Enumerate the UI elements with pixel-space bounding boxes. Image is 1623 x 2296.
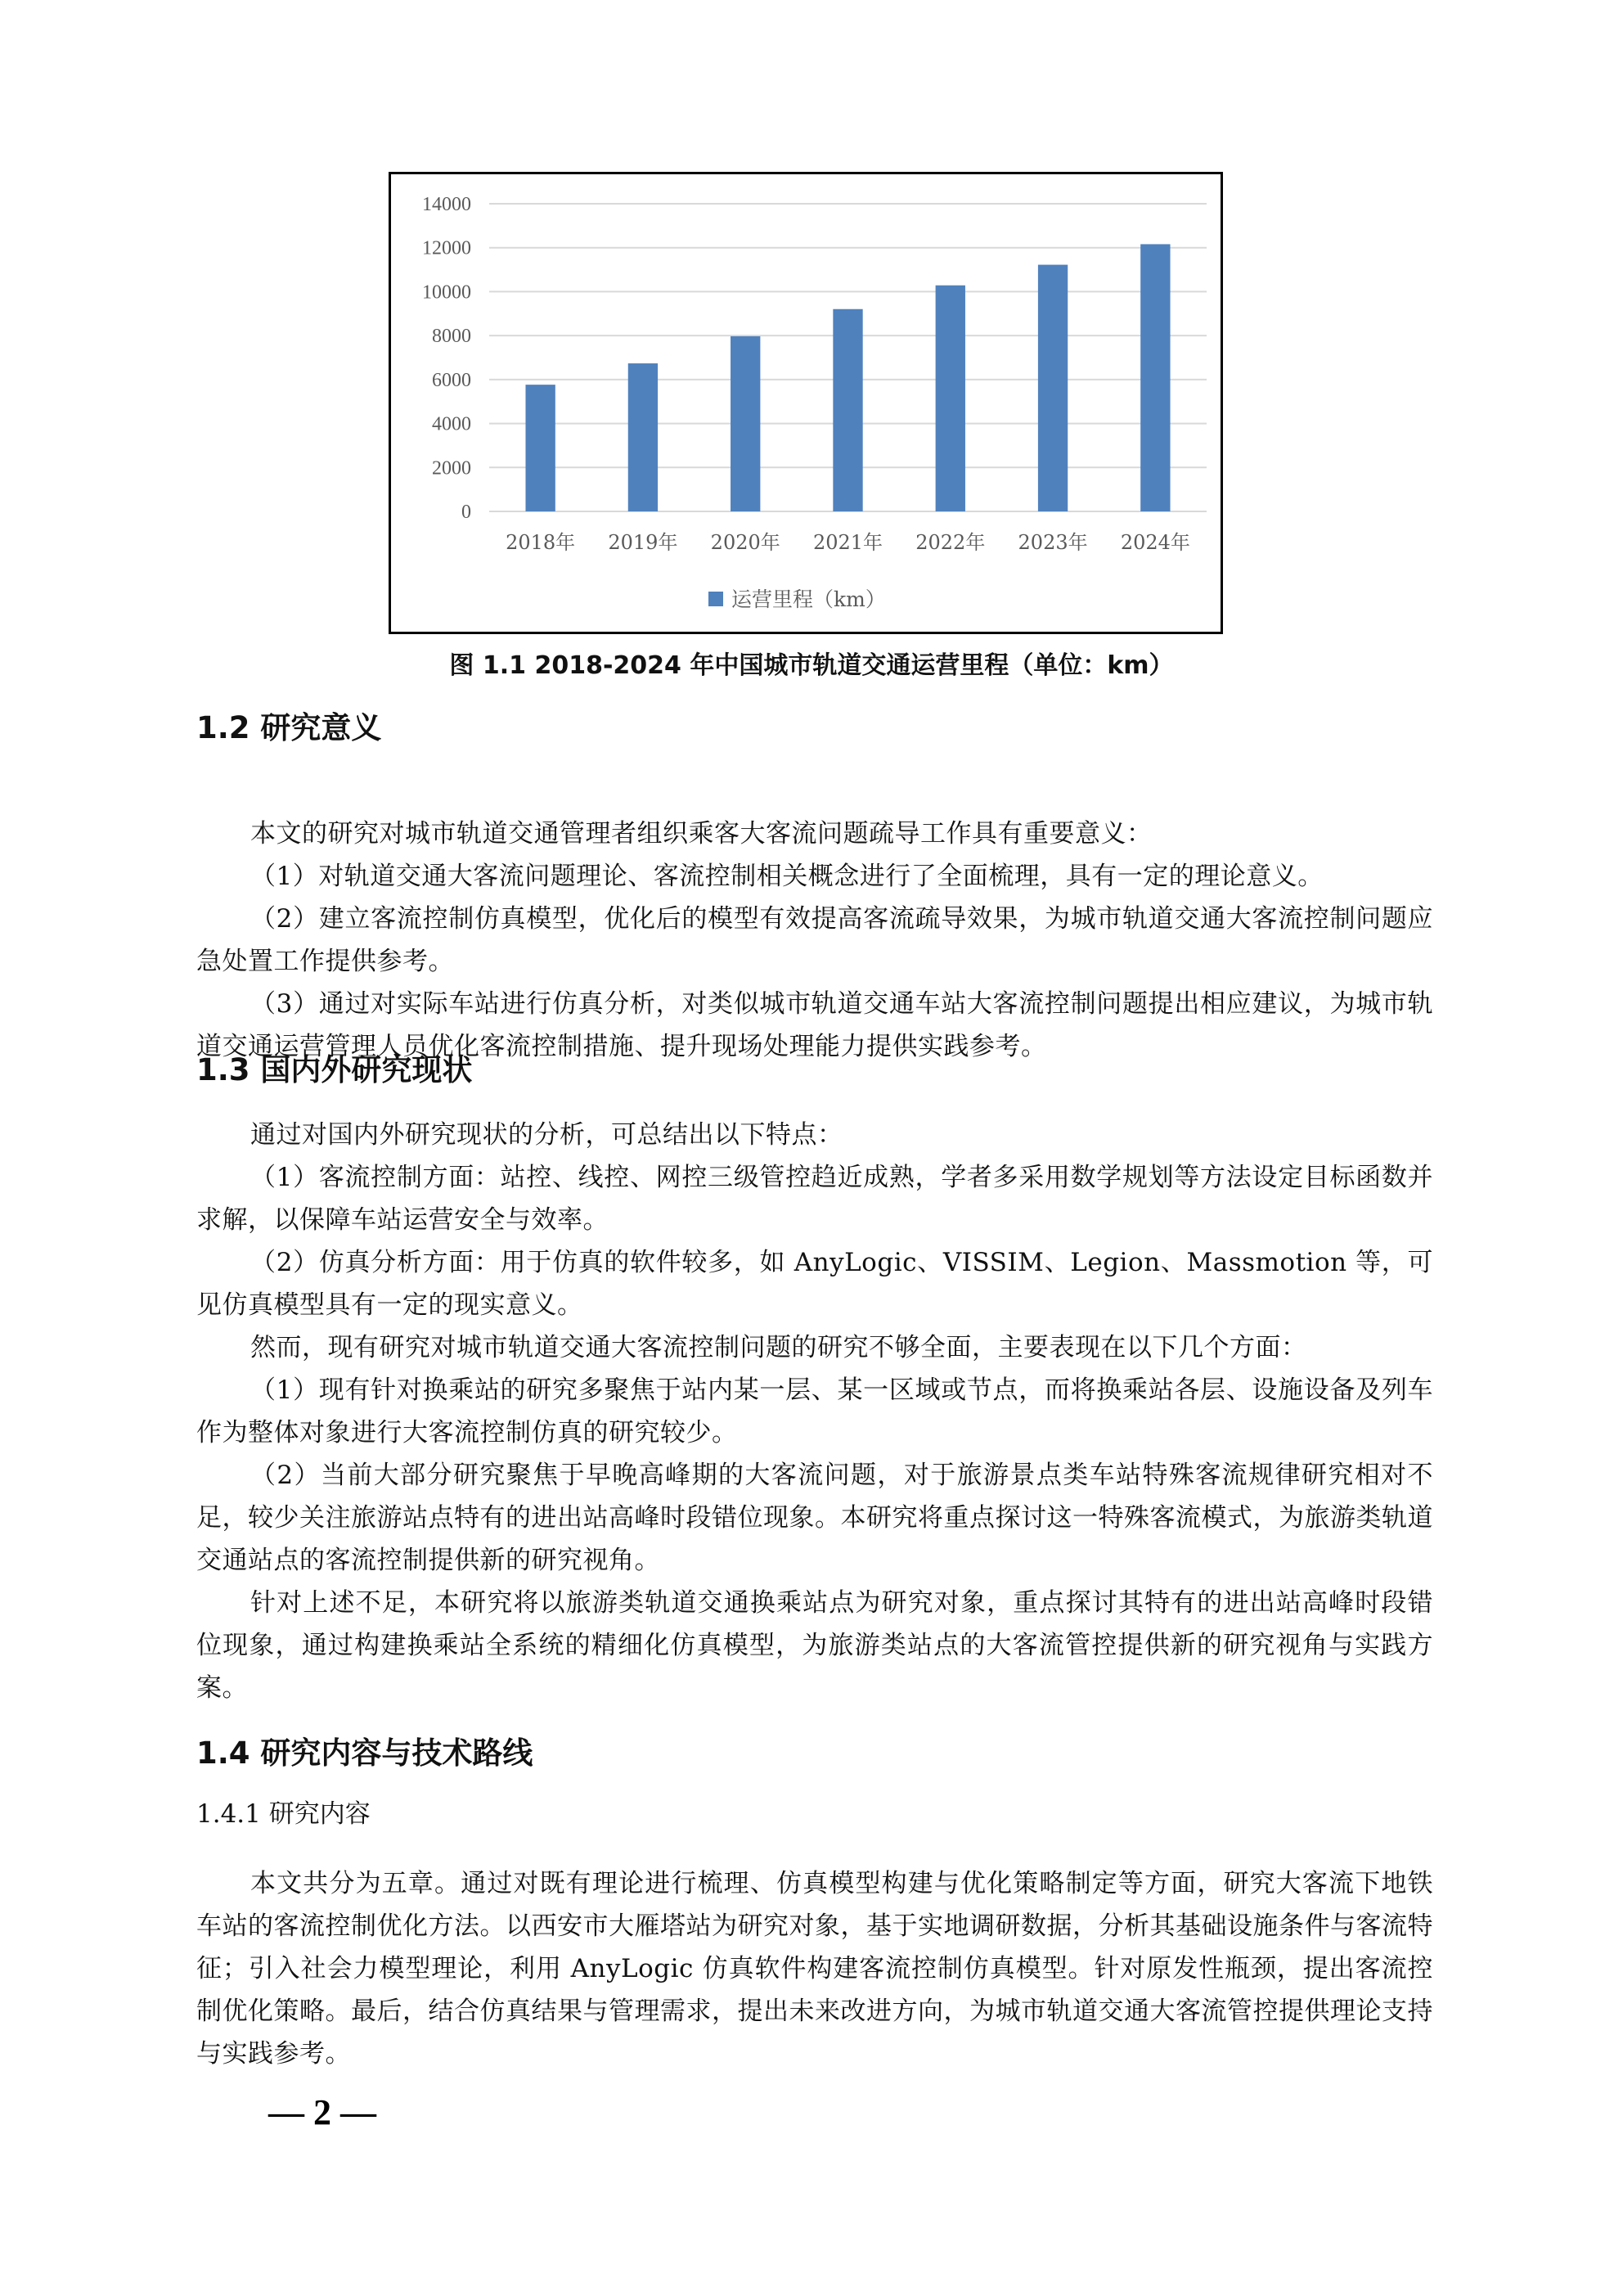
legend-label: 运营里程（km）: [731, 588, 886, 611]
paragraph: 然而，现有研究对城市轨道交通大客流控制问题的研究不够全面，主要表现在以下几个方面：: [250, 1333, 1307, 1362]
paragraph: （1）对轨道交通大客流问题理论、客流控制相关概念进行了全面梳理，具有一定的理论意义。: [250, 862, 1324, 891]
paragraph: （1）现有针对换乘站的研究多聚焦于站内某一层、某一区域或节点，而将换乘站各层、设施设备及列车作为整体对象进行大客流控制仿真的研究较少。: [196, 1375, 1433, 1447]
y-tick-label: 14000: [422, 194, 471, 215]
paragraph: 通过对国内外研究现状的分析，可总结出以下特点：: [250, 1120, 843, 1150]
x-tick-label: 2021年: [812, 531, 883, 554]
paragraph: 本文共分为五章。通过对既有理论进行梳理、仿真模型构建与优化策略制定等方面，研究大客流下地铁车站的客流控制优化方法。以西安市大雁塔站为研究对象，基于实地调研数据，分析其基础设施条件与客流特征；引入社会力模型理论，利用 AnyLogic 仿真软件构建客流控制仿真模型。针对原发性瓶颈，提出客流控制优化策略。最后，结合仿真结果与管理需求，提出未来改进方向，为城市轨道交通大客流管控提供理论支持与实践参考。: [196, 1869, 1433, 2069]
y-tick-label: 0: [461, 502, 471, 523]
paragraph: （1）客流控制方面：站控、线控、网控三级管控趋近成熟，学者多采用数学规划等方法设定目标函数并求解，以保障车站运营安全与效率。: [196, 1163, 1433, 1235]
legend-swatch: [708, 592, 723, 606]
bar-2023年: [1038, 265, 1068, 511]
section-heading-1-3: 1.3 国内外研究现状: [196, 1052, 473, 1087]
paragraph: （2）仿真分析方面：用于仿真的软件较多，如 AnyLogic、VISSIM、Legion、Massmotion 等，可见仿真模型具有一定的现实意义。: [196, 1248, 1433, 1320]
x-tick-label: 2024年: [1120, 531, 1190, 554]
paragraph: （2）建立客流控制仿真模型，优化后的模型有效提高客流疏导效果，为城市轨道交通大客流控制问题应急处置工作提供参考。: [196, 904, 1433, 976]
section-heading-1-4: 1.4 研究内容与技术路线: [196, 1736, 533, 1771]
legend: [708, 588, 886, 611]
bar-2019年: [628, 363, 658, 511]
figure-chart-frame: [389, 172, 1223, 634]
bar-2024年: [1140, 244, 1170, 511]
y-tick-label: 2000: [432, 457, 471, 479]
x-tick-label: 2019年: [608, 531, 678, 554]
bars: [525, 244, 1170, 511]
x-tick-label: 2018年: [506, 531, 576, 554]
paragraph: （2）当前大部分研究聚焦于早晚高峰期的大客流问题，对于旅游景点类车站特殊客流规律研究相对不足，较少关注旅游站点特有的进出站高峰时段错位现象。本研究将重点探讨这一特殊客流模式，为旅游类轨道交通站点的客流控制提供新的研究视角。: [196, 1461, 1433, 1575]
y-tick-label: 10000: [422, 281, 471, 304]
x-tick-label: 2023年: [1018, 531, 1088, 554]
bar-2022年: [936, 286, 965, 511]
paragraph: （3）通过对实际车站进行仿真分析，对类似城市轨道交通车站大客流控制问题提出相应建议，为城市轨道交通运营管理人员优化客流控制措施、提升现场处理能力提供实践参考。: [196, 989, 1433, 1061]
bar-2021年: [833, 309, 862, 511]
bar-chart: [391, 174, 1225, 637]
figure-caption: 图 1.1 2018-2024 年中国城市轨道交通运营里程（单位：km）: [449, 651, 1174, 680]
y-tick-label: 4000: [432, 413, 471, 435]
section-heading-1-2: 1.2 研究意义: [196, 710, 382, 745]
bar-2018年: [525, 385, 555, 511]
bar-2020年: [731, 336, 760, 511]
y-tick-label: 6000: [432, 369, 471, 391]
y-axis-ticks: [422, 194, 471, 523]
subsection-heading-1-4-1: 1.4.1 研究内容: [196, 1799, 371, 1829]
paragraph: 本文的研究对城市轨道交通管理者组织乘客大客流问题疏导工作具有重要意义：: [250, 819, 1153, 849]
x-tick-label: 2020年: [710, 531, 780, 554]
x-axis-ticks: [506, 531, 1190, 554]
page-number: — 2 —: [268, 2092, 376, 2132]
x-tick-label: 2022年: [915, 531, 986, 554]
y-tick-label: 12000: [422, 237, 471, 259]
paragraph: 针对上述不足，本研究将以旅游类轨道交通换乘站点为研究对象，重点探讨其特有的进出站高峰时段错位现象，通过构建换乘站全系统的精细化仿真模型，为旅游类站点的大客流管控提供新的研究视角与实践方案。: [196, 1588, 1433, 1703]
y-tick-label: 8000: [432, 326, 471, 348]
